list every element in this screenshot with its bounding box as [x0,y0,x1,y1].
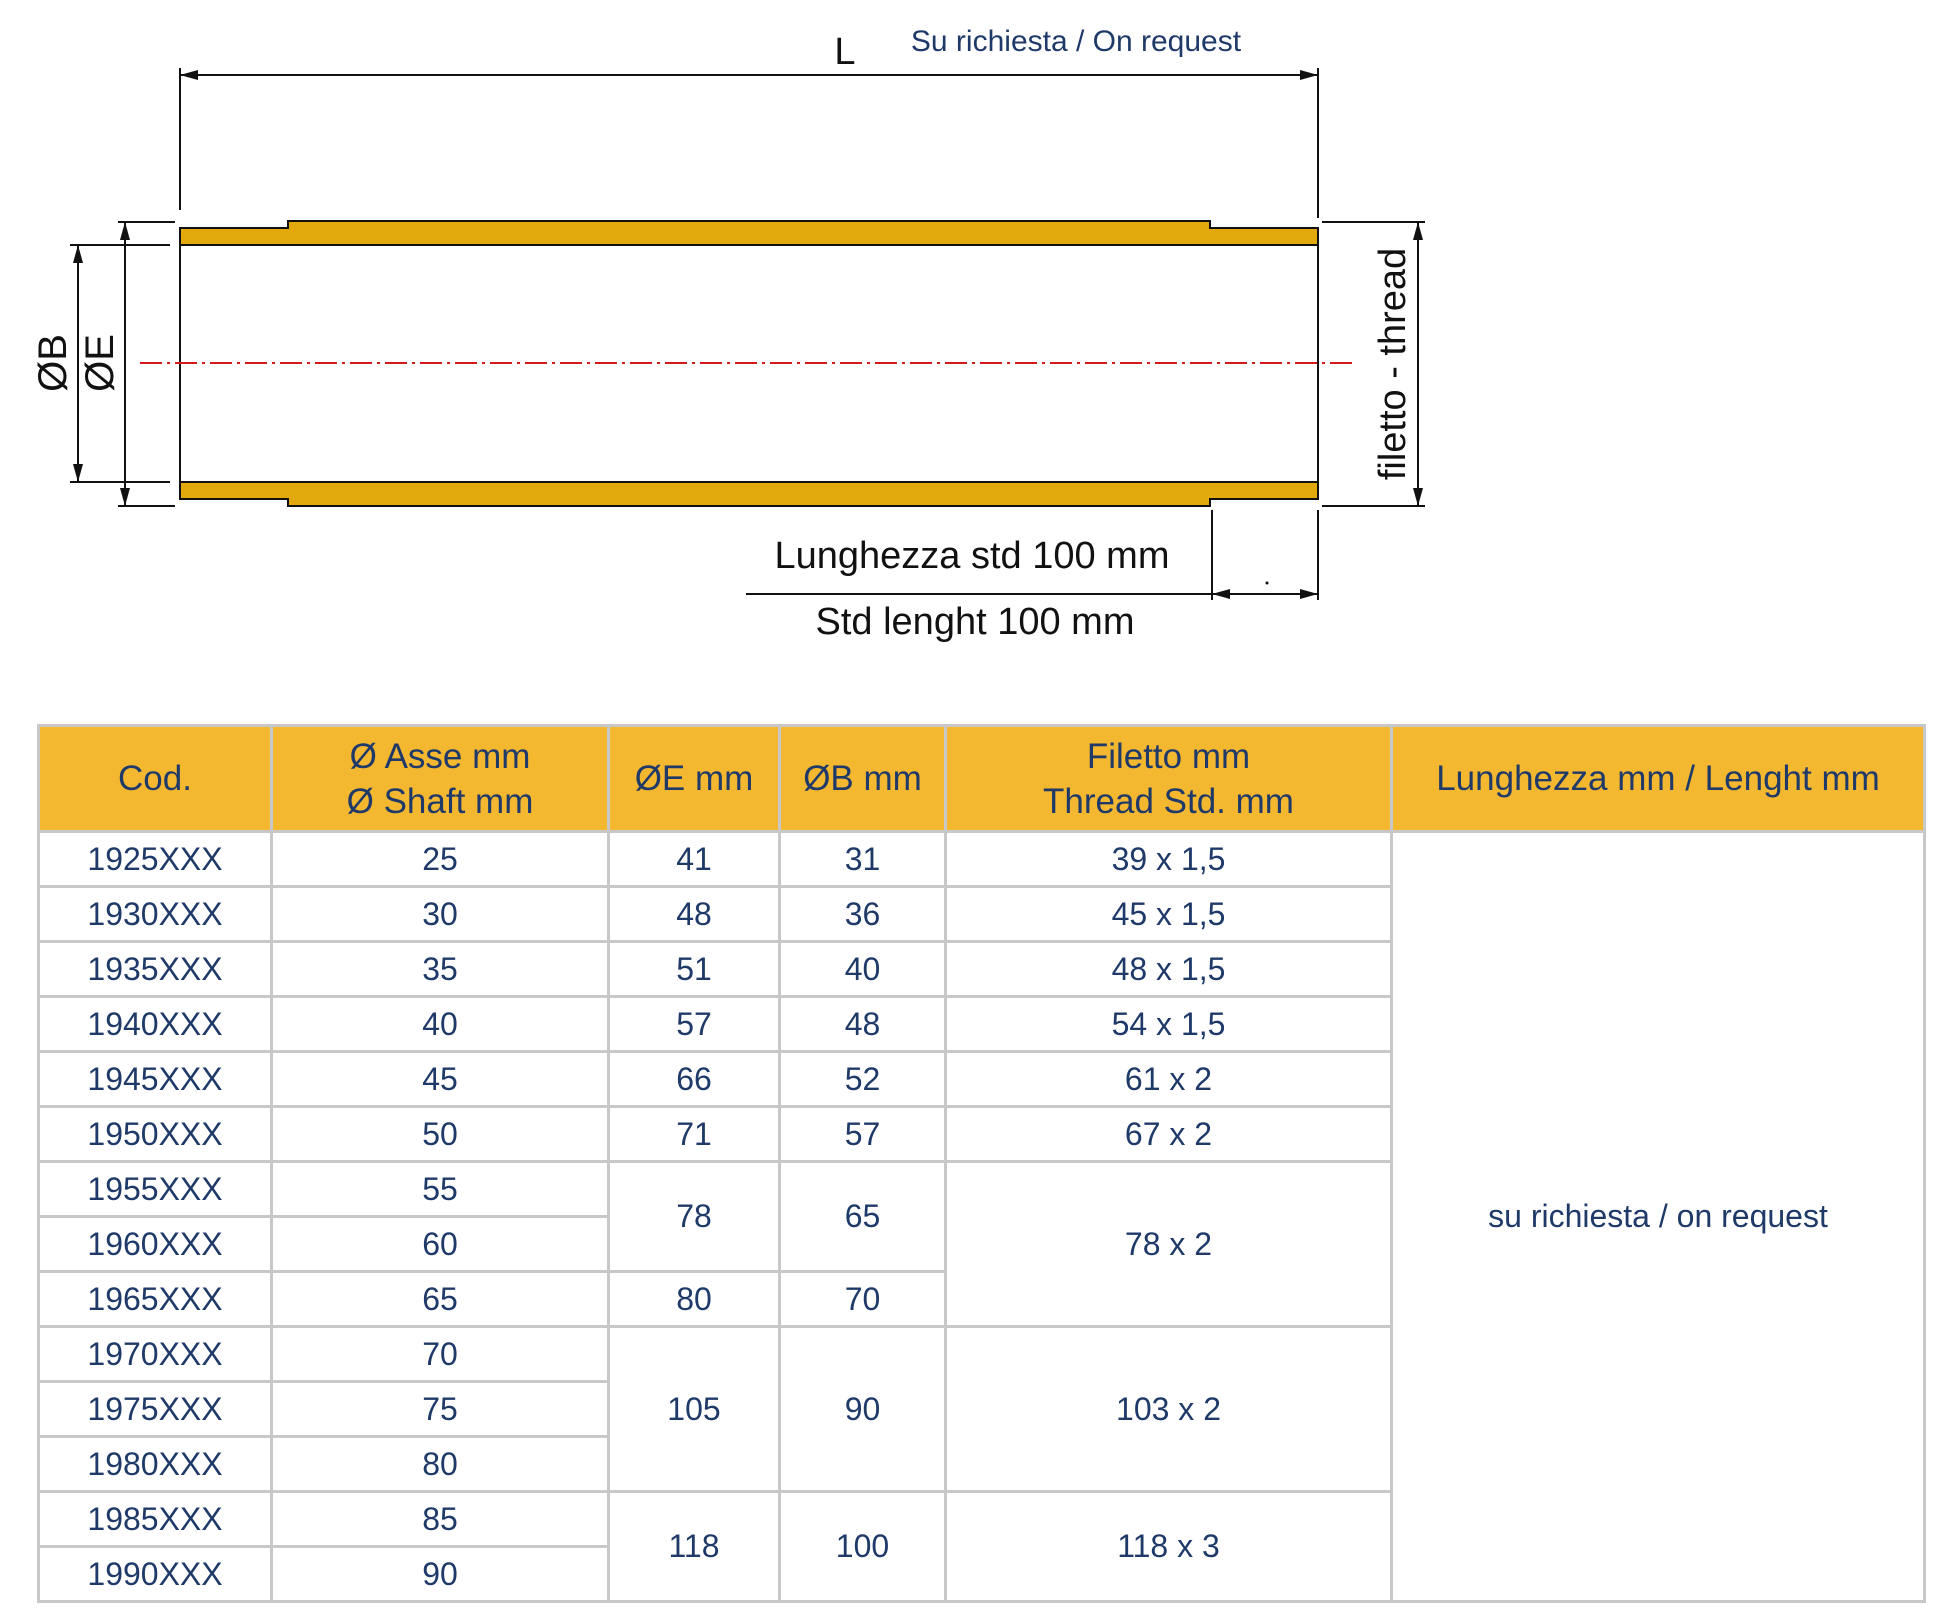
cell-oe: 51 [609,942,780,997]
cell-cod: 1925XXX [39,832,272,887]
arrow-thread-top [1413,222,1423,240]
cell-ob: 65 [780,1162,946,1272]
cell-ob: 90 [780,1327,946,1492]
cell-cod: 1955XXX [39,1162,272,1217]
technical-drawing [0,0,1946,700]
header-shaft-it: Ø Asse mm [349,736,531,776]
table-header-row [39,726,1925,832]
cell-shaft: 30 [272,887,609,942]
cell-shaft: 25 [272,832,609,887]
arrow-oe-bottom [73,464,83,482]
cell-shaft: 55 [272,1162,609,1217]
cell-shaft: 60 [272,1217,609,1272]
cell-thread: 48 x 1,5 [946,942,1392,997]
std-length-english: Std lenght 100 mm [815,601,1135,643]
header-ob: ØB mm [780,726,946,832]
cell-thread: 118 x 3 [946,1492,1392,1602]
cell-cod: 1940XXX [39,997,272,1052]
arrow-ob-bottom [120,488,130,506]
std-length-dot [1266,582,1269,585]
cell-cod: 1975XXX [39,1382,272,1437]
cell-oe: 71 [609,1107,780,1162]
specification-table [37,724,1926,1603]
header-oe: ØE mm [609,726,780,832]
cell-cod: 1935XXX [39,942,272,997]
header-thread-it: Filetto mm [1086,736,1251,776]
arrow-L-right [1300,70,1318,80]
cell-thread: 39 x 1,5 [946,832,1392,887]
tube-top-wall [180,221,1318,245]
header-shaft [272,726,609,832]
arrow-ob-top [120,222,130,240]
cell-cod: 1960XXX [39,1217,272,1272]
arrow-oe-top [73,245,83,263]
cell-shaft: 80 [272,1437,609,1492]
cell-cod: 1985XXX [39,1492,272,1547]
cell-ob: 40 [780,942,946,997]
cell-shaft: 70 [272,1327,609,1382]
table-row [39,832,1925,887]
cell-ob: 70 [780,1272,946,1327]
header-shaft-en: Ø Shaft mm [346,781,534,821]
cell-oe: 57 [609,997,780,1052]
header-length: Lunghezza mm / Lenght mm [1392,726,1925,832]
cell-ob: 36 [780,887,946,942]
cell-shaft: 90 [272,1547,609,1602]
cell-oe: 78 [609,1162,780,1272]
cell-length-on-request: su richiesta / on request [1392,832,1925,1602]
cell-ob: 31 [780,832,946,887]
header-thread-en: Thread Std. mm [1043,781,1294,821]
header-thread [946,726,1392,832]
dimension-L-label: L [834,31,856,73]
cell-ob: 52 [780,1052,946,1107]
std-length-italian: Lunghezza std 100 mm [774,535,1170,577]
cell-oe: 118 [609,1492,780,1602]
on-request-note: Su richiesta / On request [910,25,1242,58]
dimension-ob-label: ØB [31,334,75,392]
cell-shaft: 50 [272,1107,609,1162]
cell-shaft: 45 [272,1052,609,1107]
cell-cod: 1970XXX [39,1327,272,1382]
cell-ob: 57 [780,1107,946,1162]
header-cod: Cod. [39,726,272,832]
cell-cod: 1965XXX [39,1272,272,1327]
cell-cod: 1945XXX [39,1052,272,1107]
cell-shaft: 75 [272,1382,609,1437]
cell-cod: 1930XXX [39,887,272,942]
thread-label: filetto - thread [1372,247,1414,481]
cell-thread: 78 x 2 [946,1162,1392,1327]
dimension-oe-label: ØE [78,334,122,392]
cell-thread: 45 x 1,5 [946,887,1392,942]
cell-thread: 67 x 2 [946,1107,1392,1162]
cell-oe: 66 [609,1052,780,1107]
cell-shaft: 65 [272,1272,609,1327]
arrow-std-left [1212,589,1230,599]
cell-shaft: 40 [272,997,609,1052]
cell-cod: 1950XXX [39,1107,272,1162]
cell-shaft: 85 [272,1492,609,1547]
cell-oe: 80 [609,1272,780,1327]
cell-oe: 105 [609,1327,780,1492]
cell-shaft: 35 [272,942,609,997]
cell-oe: 48 [609,887,780,942]
cell-thread: 54 x 1,5 [946,997,1392,1052]
cell-thread: 103 x 2 [946,1327,1392,1492]
arrow-std-right [1300,589,1318,599]
tube-bottom-wall [180,482,1318,506]
cell-ob: 100 [780,1492,946,1602]
cell-thread: 61 x 2 [946,1052,1392,1107]
cell-ob: 48 [780,997,946,1052]
arrow-thread-bottom [1413,488,1423,506]
cell-cod: 1990XXX [39,1547,272,1602]
cell-oe: 41 [609,832,780,887]
arrow-L-left [180,70,198,80]
cell-cod: 1980XXX [39,1437,272,1492]
